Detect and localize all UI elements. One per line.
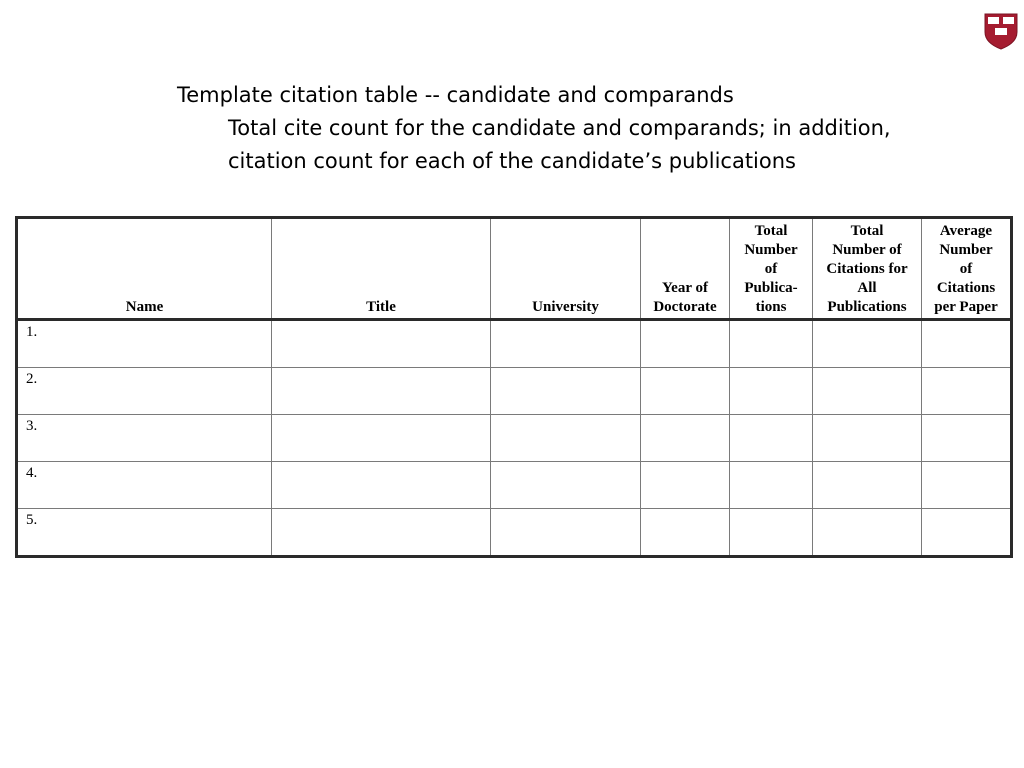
column-header-label-line: Number <box>744 242 798 258</box>
table-cell <box>491 320 641 368</box>
table-cell <box>272 415 491 462</box>
column-header-label: Name <box>125 299 164 315</box>
table-cell <box>272 462 491 509</box>
column-header-label-line: of <box>959 261 973 277</box>
column-header-label-line: Number of <box>832 242 902 258</box>
table-row <box>17 415 1012 462</box>
column-header-label-line: Citations <box>936 280 996 296</box>
table-row <box>17 368 1012 415</box>
table-cell <box>922 320 1012 368</box>
table-cell <box>272 509 491 557</box>
table-cell <box>641 509 730 557</box>
table-cell <box>922 462 1012 509</box>
column-header-label-line: All <box>857 280 877 296</box>
row-number: 2. <box>17 368 272 415</box>
citation-table <box>15 216 1013 558</box>
table-cell <box>730 320 813 368</box>
column-header-label-line: Citations for <box>826 261 908 277</box>
table-cell <box>813 368 922 415</box>
column-header-year-of-doctorate <box>641 218 730 320</box>
column-header-label-line: per Paper <box>934 299 998 315</box>
table-cell <box>922 415 1012 462</box>
table-row <box>17 462 1012 509</box>
table-cell <box>491 415 641 462</box>
table-cell <box>491 509 641 557</box>
column-header-total-citations <box>813 218 922 320</box>
table-cell <box>730 368 813 415</box>
column-header-label-line: Publica- <box>744 280 798 296</box>
table-cell <box>730 415 813 462</box>
table-row <box>17 509 1012 557</box>
table-cell <box>922 509 1012 557</box>
column-header-label-line: Total <box>754 223 788 239</box>
column-header-average-citations <box>922 218 1012 320</box>
row-number: 3. <box>17 415 272 462</box>
table-row <box>17 320 1012 368</box>
column-header-university <box>491 218 641 320</box>
table-cell <box>641 415 730 462</box>
column-header-label-line: Publications <box>827 299 907 315</box>
slide-subtext-line-1: Total cite count for the candidate and comparands; in addition, <box>228 116 891 140</box>
table-cell <box>641 368 730 415</box>
table-cell <box>922 368 1012 415</box>
column-header-total-publications <box>730 218 813 320</box>
table-cell <box>730 509 813 557</box>
table-cell <box>491 462 641 509</box>
table-cell <box>813 320 922 368</box>
table-cell <box>641 320 730 368</box>
column-header-label-line: tions <box>755 299 787 315</box>
row-number: 1. <box>17 320 272 368</box>
table-cell <box>272 368 491 415</box>
column-header-label-line: Average <box>939 223 993 239</box>
table-cell <box>491 368 641 415</box>
table-cell <box>272 320 491 368</box>
column-header-title <box>272 218 491 320</box>
column-header-name <box>17 218 272 320</box>
column-header-label-line: of <box>764 261 778 277</box>
column-header-label-line: Total <box>850 223 884 239</box>
column-header-label-line: Year of <box>662 280 708 296</box>
row-number: 5. <box>17 509 272 557</box>
column-header-label: Title <box>366 299 396 315</box>
table-cell <box>813 415 922 462</box>
row-number: 4. <box>17 462 272 509</box>
column-header-label-line: Number <box>939 242 993 258</box>
column-header-label-line: Doctorate <box>653 299 717 315</box>
column-header-label: University <box>532 299 599 315</box>
table-header-row <box>17 218 1012 320</box>
table-cell <box>641 462 730 509</box>
table-cell <box>813 509 922 557</box>
slide-subtext-line-2: citation count for each of the candidate’s publications <box>228 149 796 173</box>
slide-heading: Template citation table -- candidate and comparands <box>177 83 734 107</box>
table-cell <box>730 462 813 509</box>
university-crest-icon <box>983 12 1019 50</box>
table-cell <box>813 462 922 509</box>
